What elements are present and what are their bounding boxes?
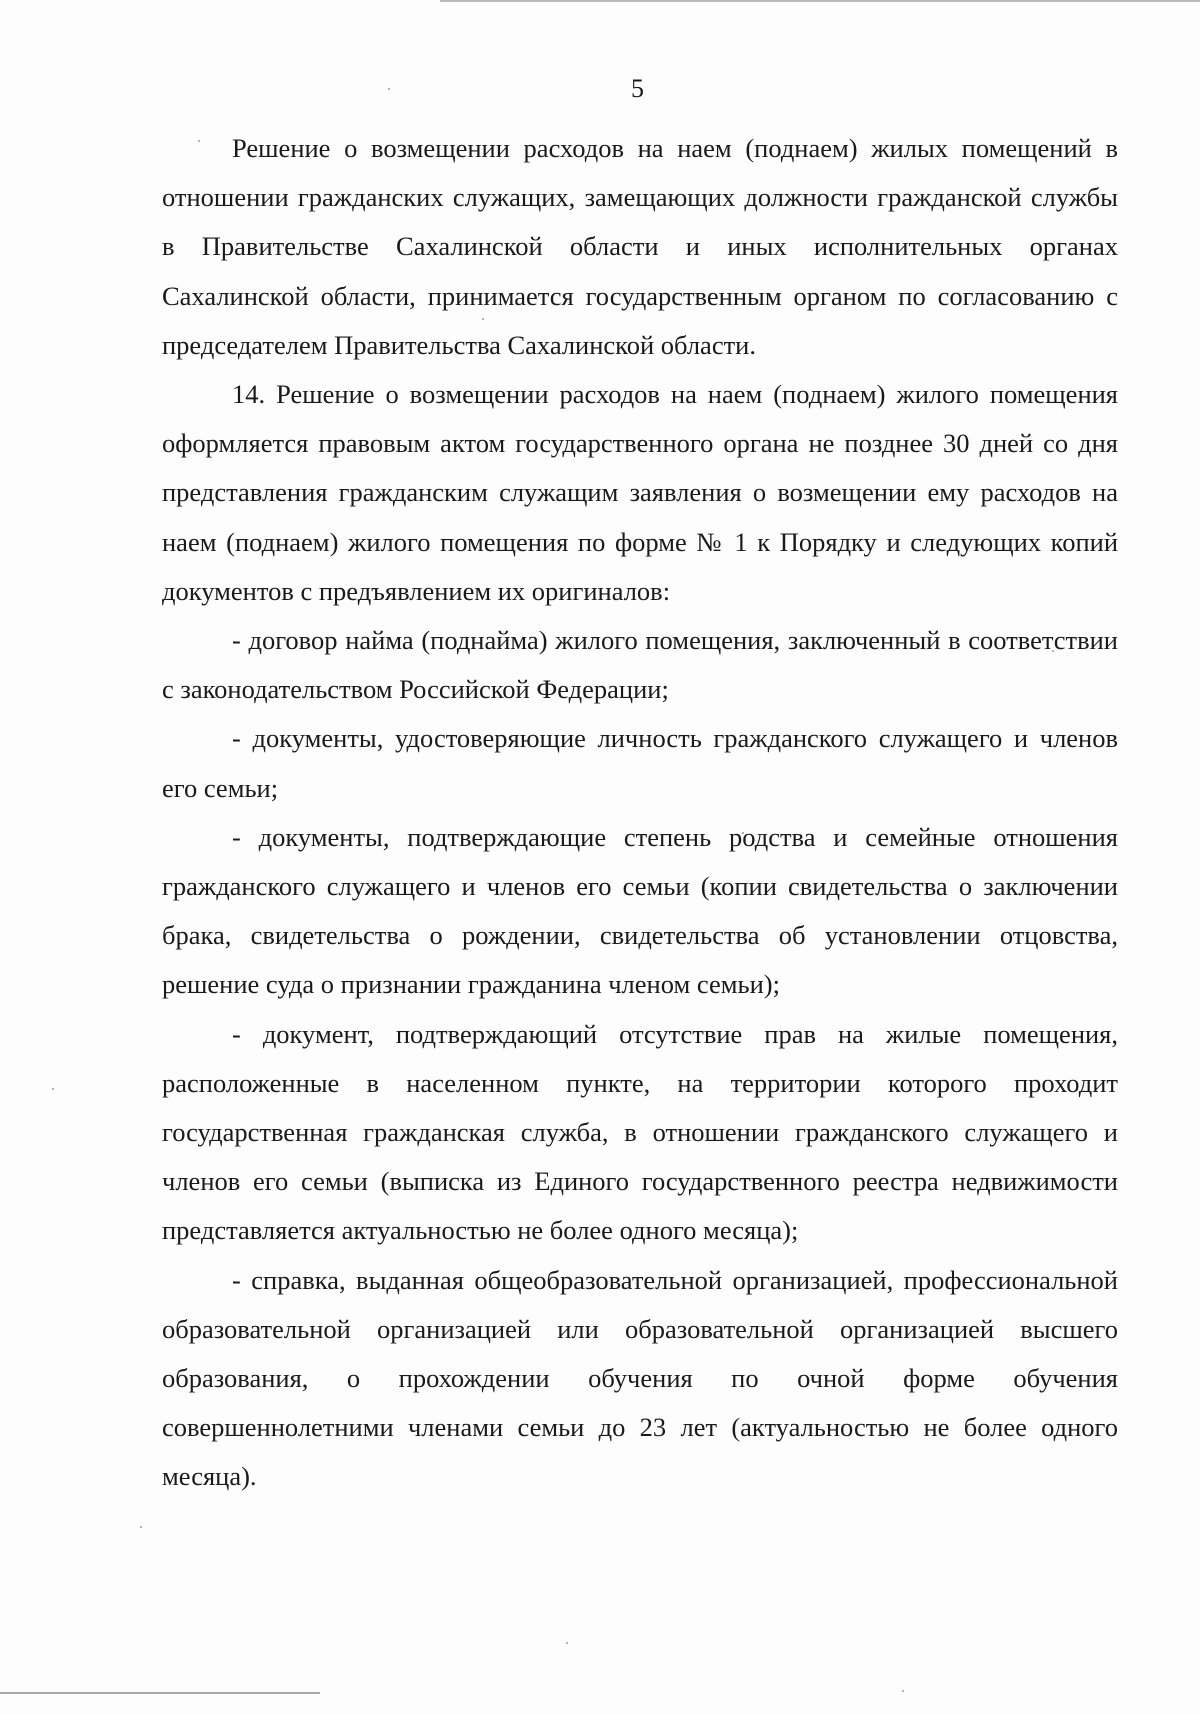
scan-edge-top <box>440 0 1200 2</box>
page-number: 5 <box>631 74 644 103</box>
document-body <box>162 124 1118 1502</box>
paragraph-item-14: 14. Решение о возмещении расходов на наем (поднаем) жилого помещения оформляется правовым актом государственного органа не позднее 30 дней со дня представления гражданским служащим заявления о возмещении ему расходов на наем (поднаем) жилого помещения по форме № 1 к Порядку и следующих копий документов с предъявлением их оригиналов: <box>162 379 1118 606</box>
scan-speck <box>566 1642 568 1644</box>
list-item-identity-documents: - документы, удостоверяющие личность гражданского служащего и членов его семьи; <box>162 723 1118 803</box>
list-item-education-certificate: - справка, выданная общеобразовательной организацией, профессиональной образовательной организацией или образовательной организацией высшего образования, о прохождении обучения по очной форме обучения совершеннолетними членами семьи до 23 лет (актуальностью не более одного месяца). <box>162 1264 1118 1492</box>
list-item-kinship-documents: - документы, подтверждающие степень родства и семейные отношения гражданского служащего и членов его семьи (копии свидетельства о заключении брака, свидетельства о рождении, свидетельства об установлении отцовства, решение суда о признании гражданина членом семьи); <box>162 821 1118 1000</box>
list-item-no-housing-rights: - документ, подтверждающий отсутствие прав на жилые помещения, расположенные в населенном пункте, на территории которого проходит государственная гражданская служба, в отношении гражданского служащего и членов его семьи (выписка из Единого государственного реестра недвижимости представляется актуальностью не более одного месяца); <box>162 1018 1118 1246</box>
scan-edge-bottom <box>0 1692 320 1694</box>
list-item-lease-contract: - договор найма (поднайма) жилого помещения, заключенный в соответствии с законодательством Российской Федерации; <box>162 625 1118 705</box>
paragraph-decision-approval: Решение о возмещении расходов на наем (поднаем) жилых помещений в отношении гражданских служащих, замещающих должности гражданской службы в Правительстве Сахалинской области и иных исполнительных органах Сахалинской области, принимается государственным органом по согласованию с председателем Правительства Сахалинской области. <box>162 133 1118 360</box>
scan-speck <box>52 1088 54 1090</box>
scan-speck <box>140 1526 142 1528</box>
scan-speck <box>902 1690 904 1692</box>
